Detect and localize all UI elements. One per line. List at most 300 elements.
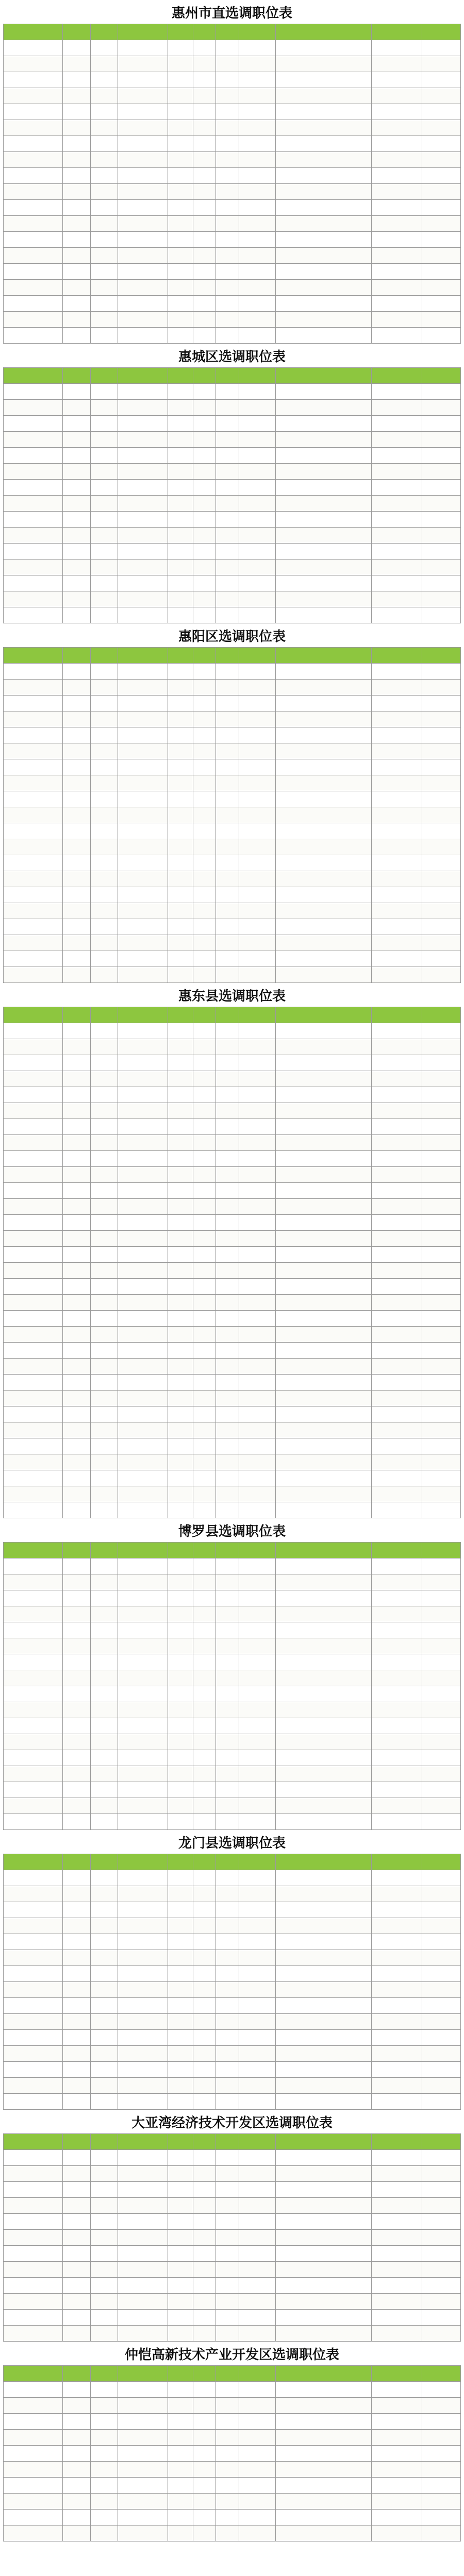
table-cell [239,1438,275,1454]
table-cell [63,1502,90,1518]
table-cell [216,400,239,416]
table-cell [275,1734,371,1750]
table-cell [63,967,90,983]
table-cell [90,1886,118,1902]
table-cell [193,1670,216,1686]
table-cell [63,1982,90,1998]
table-cell [118,2094,168,2110]
table-cell [118,104,168,120]
table-cell [239,1686,275,1702]
table-cell [193,1295,216,1311]
table-row [4,2246,461,2262]
table-cell [216,2262,239,2278]
table-row [4,1870,461,1886]
table-cell [168,1231,193,1247]
table-cell [193,591,216,607]
table-cell [193,1183,216,1199]
table-cell [275,1870,371,1886]
table-cell [422,727,460,743]
table-cell [4,951,63,967]
table-cell [168,56,193,72]
table-cell [4,2478,63,2494]
table-cell [275,2262,371,2278]
table-cell [4,839,63,855]
table-cell [90,2382,118,2398]
table-cell [422,120,460,136]
table-cell [63,1606,90,1622]
table-cell [118,1343,168,1359]
table-cell [168,528,193,544]
table-cell [275,1454,371,1470]
table-cell [239,1199,275,1215]
table-cell [168,1279,193,1295]
table-cell [216,823,239,839]
table-row [4,1918,461,1934]
table-cell [168,480,193,496]
table-cell [90,168,118,184]
table-cell [275,1590,371,1606]
table-cell [239,1486,275,1502]
table-cell [168,1406,193,1422]
table-cell [168,2382,193,2398]
table-row [4,2046,461,2062]
table-cell [216,1574,239,1590]
table-cell [63,1279,90,1295]
table-cell [118,2294,168,2310]
table-cell [371,1438,422,1454]
table-cell [168,775,193,791]
table-cell [90,432,118,448]
table-cell [168,2526,193,2541]
table-cell [168,1982,193,1998]
table-cell [168,1766,193,1782]
table-cell [422,807,460,823]
table-cell [193,2494,216,2510]
table-cell [168,2078,193,2094]
table-cell [63,2462,90,2478]
table-cell [275,2150,371,2166]
table-cell [168,743,193,759]
table-cell [371,1734,422,1750]
table-cell [422,1327,460,1343]
table-cell [422,1183,460,1199]
table-header-row [4,2366,461,2382]
table-cell [422,2414,460,2430]
table-cell [118,887,168,903]
table-cell [168,136,193,152]
table-cell [118,1934,168,1950]
table-cell [193,903,216,919]
table-cell [63,2214,90,2230]
column-header [4,24,63,40]
table-cell [90,1814,118,1830]
column-header [371,1543,422,1558]
table-cell [63,168,90,184]
table-cell [422,200,460,216]
table-cell [90,2030,118,2046]
table-cell [4,416,63,432]
table-cell [168,264,193,280]
table-cell [275,2230,371,2246]
table-cell [216,248,239,264]
table-cell [193,2294,216,2310]
table-cell [4,1470,63,1486]
table-cell [4,264,63,280]
table-cell [118,560,168,575]
table-cell [168,903,193,919]
table-cell [239,1167,275,1183]
table-cell [63,2198,90,2214]
table-cell [193,887,216,903]
table-cell [275,2462,371,2478]
table-cell [4,72,63,88]
table-cell [168,2414,193,2430]
table-cell [90,919,118,935]
table-cell [422,743,460,759]
table-cell [118,807,168,823]
table-cell [90,791,118,807]
table-cell [90,1686,118,1702]
table-cell [193,1998,216,2014]
column-header [275,1854,371,1870]
table-cell [4,2382,63,2398]
table-cell [63,1750,90,1766]
table-cell [118,2278,168,2294]
table-cell [168,1327,193,1343]
table-cell [193,871,216,887]
table-row [4,1702,461,1718]
table-cell [90,1071,118,1087]
table-row [4,1231,461,1247]
table-cell [216,1654,239,1670]
table-cell [90,1311,118,1327]
table-cell [118,759,168,775]
table-cell [193,2398,216,2414]
table-cell [63,1670,90,1686]
table-cell [239,1311,275,1327]
column-header [90,2134,118,2150]
table-cell [371,1183,422,1199]
table-cell [239,136,275,152]
table-cell [239,871,275,887]
column-header [275,1543,371,1558]
table-cell [275,464,371,480]
table-cell [63,1718,90,1734]
table-row [4,664,461,680]
table-cell [4,432,63,448]
table-cell [193,1199,216,1215]
table-cell [216,2198,239,2214]
table-cell [422,591,460,607]
table-cell [118,1918,168,1934]
recruitment-section-5 [3,1521,461,1830]
table-cell [193,2430,216,2446]
column-header [371,368,422,384]
table-cell [371,2526,422,2541]
table-cell [275,1055,371,1071]
table-cell [90,696,118,711]
table-cell [193,2382,216,2398]
table-cell [168,1902,193,1918]
table-cell [371,1622,422,1638]
table-cell [193,2062,216,2078]
table-row [4,871,461,887]
table-cell [90,1918,118,1934]
table-cell [168,2198,193,2214]
table-row [4,1183,461,1199]
table-cell [216,312,239,328]
table-cell [239,168,275,184]
table-cell [90,2078,118,2094]
table-cell [371,2510,422,2526]
table-cell [4,104,63,120]
table-cell [275,855,371,871]
table-cell [118,136,168,152]
table-cell [4,2046,63,2062]
table-row [4,1718,461,1734]
table-row [4,1574,461,1590]
table-cell [63,871,90,887]
table-cell [371,448,422,464]
table-cell [371,1558,422,1574]
table-cell [193,480,216,496]
column-header [239,368,275,384]
table-cell [193,1231,216,1247]
table-cell [239,1135,275,1151]
table-cell [422,1766,460,1782]
table-cell [422,1359,460,1375]
table-cell [371,432,422,448]
table-cell [239,1359,275,1375]
table-cell [275,40,371,56]
table-cell [118,855,168,871]
table-cell [216,711,239,727]
table-cell [275,680,371,696]
table-cell [239,480,275,496]
table-cell [216,416,239,432]
table-cell [4,1295,63,1311]
table-cell [275,1998,371,2014]
table-cell [118,216,168,232]
table-cell [275,1966,371,1982]
table-cell [239,432,275,448]
table-row [4,1934,461,1950]
table-cell [118,2398,168,2414]
table-cell [193,1950,216,1966]
column-header [216,24,239,40]
table-row [4,1071,461,1087]
table-cell [216,1502,239,1518]
table-cell [371,2214,422,2230]
table-cell [168,1918,193,1934]
table-cell [90,1406,118,1422]
table-cell [422,2510,460,2526]
table-row [4,807,461,823]
table-cell [63,1039,90,1055]
table-cell [239,544,275,560]
table-cell [275,919,371,935]
table-cell [118,296,168,312]
table-cell [193,1734,216,1750]
table-cell [422,1798,460,1814]
table-cell [371,1103,422,1119]
table-cell [4,480,63,496]
table-cell [4,1183,63,1199]
table-cell [422,1470,460,1486]
table-cell [193,200,216,216]
table-cell [371,2326,422,2342]
table-cell [239,1702,275,1718]
table-cell [193,1918,216,1934]
table-cell [63,2510,90,2526]
table-cell [239,2214,275,2230]
table-cell [371,56,422,72]
table-cell [239,951,275,967]
table-cell [275,775,371,791]
table-cell [275,1422,371,1438]
table-cell [239,280,275,296]
table-cell [239,1590,275,1606]
table-cell [63,40,90,56]
table-cell [193,727,216,743]
table-cell [168,1502,193,1518]
table-cell [216,432,239,448]
table-cell [371,727,422,743]
table-row [4,200,461,216]
table-cell [371,40,422,56]
table-cell [422,1391,460,1406]
column-header [216,2366,239,2382]
table-cell [275,264,371,280]
table-cell [275,1263,371,1279]
document-page [3,0,461,2541]
table-cell [422,232,460,248]
table-cell [239,2030,275,2046]
table-row [4,823,461,839]
table-cell [118,2062,168,2078]
recruitment-section-8 [3,2345,461,2541]
column-header [4,2366,63,2382]
table-cell [118,1750,168,1766]
table-cell [63,136,90,152]
table-cell [422,184,460,200]
table-cell [422,1231,460,1247]
table-cell [193,560,216,575]
table-cell [422,1247,460,1263]
table-cell [216,967,239,983]
table-cell [63,1622,90,1638]
table-cell [63,1918,90,1934]
table-cell [168,607,193,623]
table-cell [239,1574,275,1590]
table-cell [216,560,239,575]
table-cell [118,168,168,184]
table-cell [168,855,193,871]
table-cell [193,1151,216,1167]
table-cell [275,2478,371,2494]
table-cell [239,1103,275,1119]
table-row [4,416,461,432]
table-cell [90,1327,118,1343]
table-cell [371,152,422,168]
table-cell [216,1422,239,1438]
table-cell [193,1438,216,1454]
table-cell [371,807,422,823]
table-cell [4,2294,63,2310]
table-cell [275,1183,371,1199]
table-cell [4,1654,63,1670]
table-cell [63,2046,90,2062]
table-cell [118,528,168,544]
table-header-row [4,1007,461,1023]
table-cell [118,1470,168,1486]
table-cell [216,1558,239,1574]
column-header [239,1543,275,1558]
table-cell [422,464,460,480]
table-cell [168,464,193,480]
table-cell [168,1103,193,1119]
table-cell [168,448,193,464]
table-cell [371,136,422,152]
table-row [4,328,461,344]
table-cell [239,184,275,200]
table-cell [63,1886,90,1902]
table-cell [4,560,63,575]
table-cell [118,1119,168,1135]
table-cell [216,839,239,855]
table-cell [118,328,168,344]
table-cell [275,2326,371,2342]
table-cell [371,1167,422,1183]
table-cell [275,1702,371,1718]
table-cell [90,1231,118,1247]
table-cell [90,1422,118,1438]
table-cell [63,1966,90,1982]
column-header [239,1007,275,1023]
table-cell [216,216,239,232]
table-cell [4,807,63,823]
table-cell [118,1782,168,1798]
table-row [4,1103,461,1119]
table-cell [239,1982,275,1998]
table-cell [239,2078,275,2094]
table-row [4,1622,461,1638]
table-cell [90,1183,118,1199]
table-cell [422,2446,460,2462]
table-cell [118,2182,168,2198]
table-cell [193,2526,216,2541]
table-cell [239,1247,275,1263]
table-cell [90,2478,118,2494]
table-cell [63,1950,90,1966]
table-cell [193,2446,216,2462]
table-cell [118,1574,168,1590]
table-cell [216,1870,239,1886]
table-cell [371,296,422,312]
table-cell [90,1574,118,1590]
table-cell [371,120,422,136]
table-cell [168,935,193,951]
table-cell [63,560,90,575]
table-cell [239,1375,275,1391]
table-cell [275,56,371,72]
table-cell [422,1886,460,1902]
table-cell [422,2478,460,2494]
table-cell [422,903,460,919]
table-cell [90,1654,118,1670]
table-cell [4,448,63,464]
table-cell [422,248,460,264]
